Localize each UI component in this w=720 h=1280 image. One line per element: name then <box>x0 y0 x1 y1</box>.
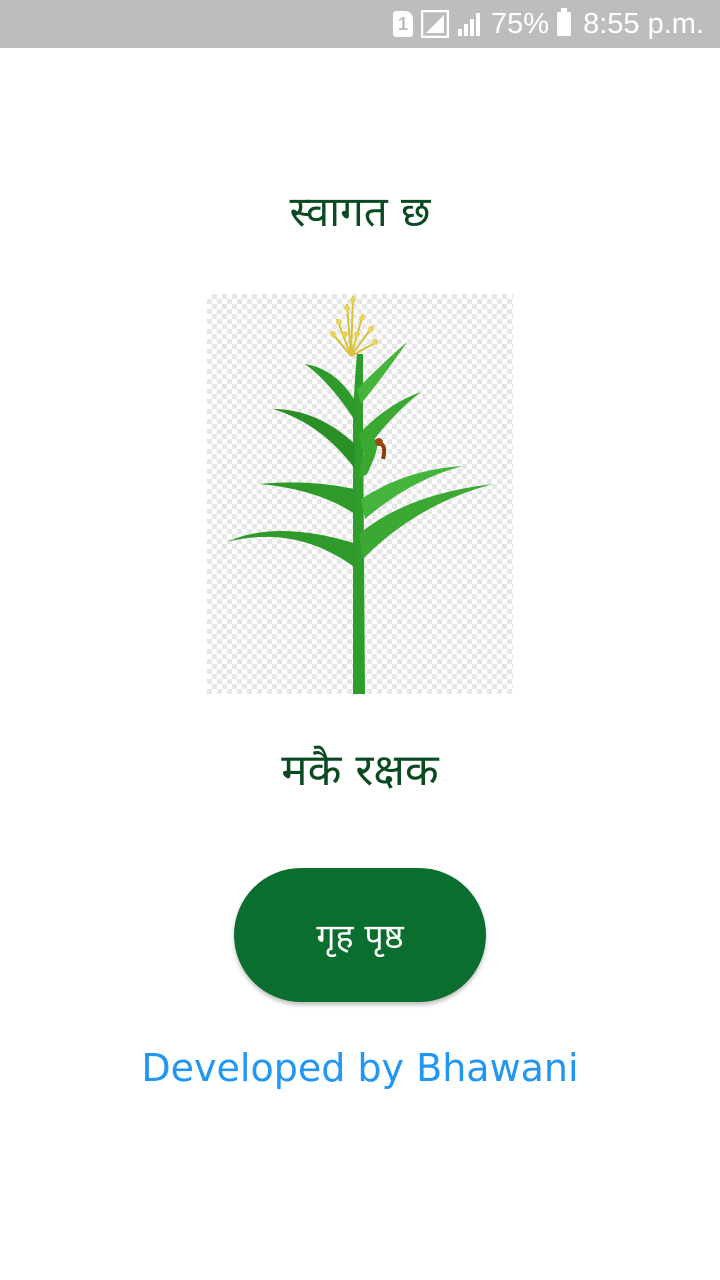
battery-icon <box>557 12 571 36</box>
signal-bars-icon <box>457 11 483 37</box>
developer-credit-link[interactable]: Developed by Bhawani <box>141 1046 579 1090</box>
signal-hd-icon <box>421 10 449 38</box>
clock: 8:55 p.m. <box>583 7 704 40</box>
welcome-heading: स्वागत छ <box>289 187 431 236</box>
maize-plant-image <box>207 294 513 694</box>
home-page-button[interactable]: गृह पृष्ठ <box>234 868 486 1002</box>
status-bar <box>0 0 720 48</box>
battery-percent: 75% <box>491 7 550 40</box>
sim-1-icon: 1 <box>393 11 413 37</box>
app-name: मकै रक्षक <box>281 745 439 796</box>
